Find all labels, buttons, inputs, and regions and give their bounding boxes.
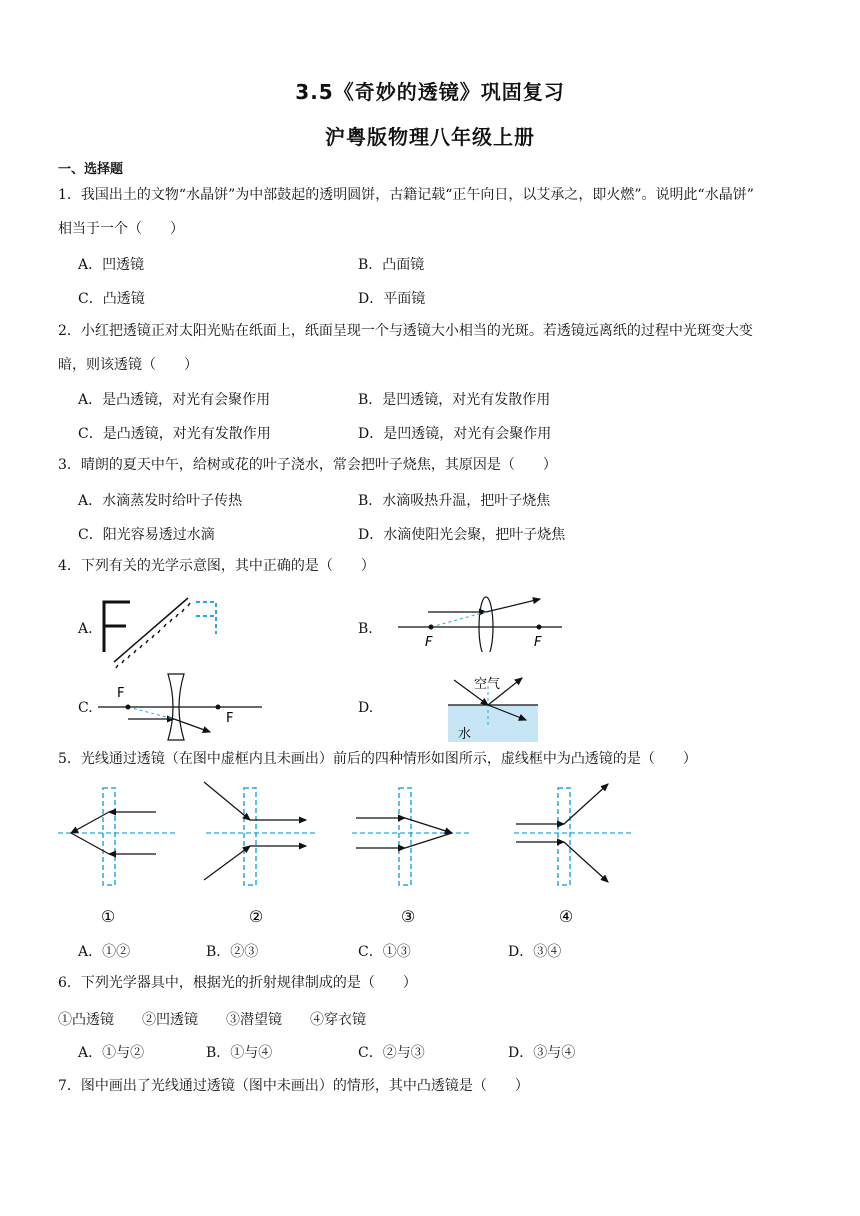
q6-option-c[interactable]: C．②与③ (358, 1045, 425, 1061)
q2-option-c[interactable]: C．是凸透镜，对光有发散作用 (78, 426, 271, 442)
q4-stem: 4．下列有关的光学示意图，其中正确的是（ ） (58, 558, 375, 574)
q4-option-a[interactable]: A. (78, 621, 93, 637)
q5-figures (56, 780, 646, 930)
dashed-extension (431, 612, 486, 627)
dashed-extension (128, 707, 174, 719)
q3-stem: 3．晴朗的夏天中午，给树或花的叶子浇水，常会把叶子烧焦，其原因是（ ） (58, 457, 557, 473)
q3-option-d[interactable]: D．水滴使阳光会聚，把叶子烧焦 (358, 527, 566, 543)
q6-option-b[interactable]: B．①与④ (206, 1045, 273, 1061)
convex-lens (479, 597, 493, 652)
section-heading: 一、选择题 (58, 162, 124, 177)
q6-items: ①凸透镜 ②凹透镜 ③潜望镜 ④穿衣镜 (58, 1012, 366, 1028)
q3-option-a[interactable]: A．水滴蒸发时给叶子传热 (78, 493, 243, 509)
focal-point-left (126, 705, 131, 710)
q2-stem-line1: 2．小红把透镜正对太阳光贴在纸面上，纸面呈现一个与透镜大小相当的光斑。若透镜远离纸的过程中光斑变大变 (58, 323, 753, 339)
q5-figure-3 (352, 788, 470, 885)
q2-stem-line2: 暗，则该透镜（ ） (58, 357, 198, 373)
q5-option-b[interactable]: B．②③ (206, 944, 259, 960)
q5-figure-label-2: ② (248, 907, 264, 926)
q1-stem-line2: 相当于一个（ ） (58, 221, 184, 237)
focal-point-right (216, 705, 221, 710)
plane-mirror (114, 598, 190, 668)
water-label: 水 (458, 727, 472, 742)
doc-title: 3.5《奇妙的透镜》巩固复习 (295, 80, 565, 104)
q4-option-d[interactable]: D. (358, 700, 374, 716)
focal-label-right: F (534, 635, 542, 650)
q4-figure-b (398, 596, 568, 652)
refracted-ray (174, 719, 210, 732)
q2-option-a[interactable]: A．是凸透镜，对光有会聚作用 (78, 392, 271, 408)
q4-option-c[interactable]: C. (78, 700, 93, 716)
q1-stem-line1: 1．我国出土的文物“水晶饼”为中部鼓起的透明圆饼，古籍记载“正午向日，以艾承之，即火燃”。说明此“水晶饼” (58, 187, 754, 203)
q5-figure-label-4: ④ (558, 907, 574, 926)
q6-stem: 6．下列光学器具中，根据光的折射规律制成的是（ ） (58, 975, 417, 991)
air-label: 空气 (474, 677, 501, 692)
letter-f-object (104, 602, 130, 652)
focal-label-left: F (425, 635, 433, 650)
focal-label-right: F (226, 711, 234, 726)
q1-option-c[interactable]: C．凸透镜 (78, 291, 145, 307)
q5-option-c[interactable]: C．①③ (358, 944, 411, 960)
q5-figure-4 (514, 784, 632, 885)
q5-figure-1 (58, 788, 176, 885)
refracted-ray (486, 599, 540, 612)
q5-stem: 5．光线通过透镜（在图中虚框内且未画出）前后的四种情形如图所示，虚线框中为凸透镜的是（ ） (58, 751, 697, 767)
q1-option-b[interactable]: B．凸面镜 (358, 257, 425, 273)
q6-option-a[interactable]: A．①与② (78, 1045, 145, 1061)
doc-subtitle: 沪粤版物理八年级上册 (325, 125, 535, 149)
q4-figure-d (448, 670, 538, 742)
q5-option-d[interactable]: D．③④ (508, 944, 562, 960)
q2-option-d[interactable]: D．是凹透镜，对光有会聚作用 (358, 426, 552, 442)
q1-option-d[interactable]: D．平面镜 (358, 291, 426, 307)
q2-option-b[interactable]: B．是凹透镜，对光有发散作用 (358, 392, 551, 408)
q4-figure-c (98, 672, 268, 744)
q4-option-b[interactable]: B. (358, 621, 373, 637)
q6-option-d[interactable]: D．③与④ (508, 1045, 576, 1061)
focal-point-left (429, 625, 434, 630)
q3-option-b[interactable]: B．水滴吸热升温，把叶子烧焦 (358, 493, 551, 509)
q1-option-a[interactable]: A．凹透镜 (78, 257, 145, 273)
q3-option-c[interactable]: C．阳光容易透过水滴 (78, 527, 215, 543)
q5-figure-label-3: ③ (400, 907, 416, 926)
q5-figure-label-1: ① (100, 907, 116, 926)
focal-point-right (537, 625, 542, 630)
focal-label-left: F (117, 686, 125, 701)
q5-figure-2 (204, 782, 318, 885)
q5-option-a[interactable]: A．①② (78, 944, 131, 960)
q7-stem: 7．图中画出了光线通过透镜（图中未画出）的情形，其中凸透镜是（ ） (58, 1078, 529, 1094)
virtual-image-f (196, 602, 216, 634)
q4-figure-a (96, 590, 226, 670)
